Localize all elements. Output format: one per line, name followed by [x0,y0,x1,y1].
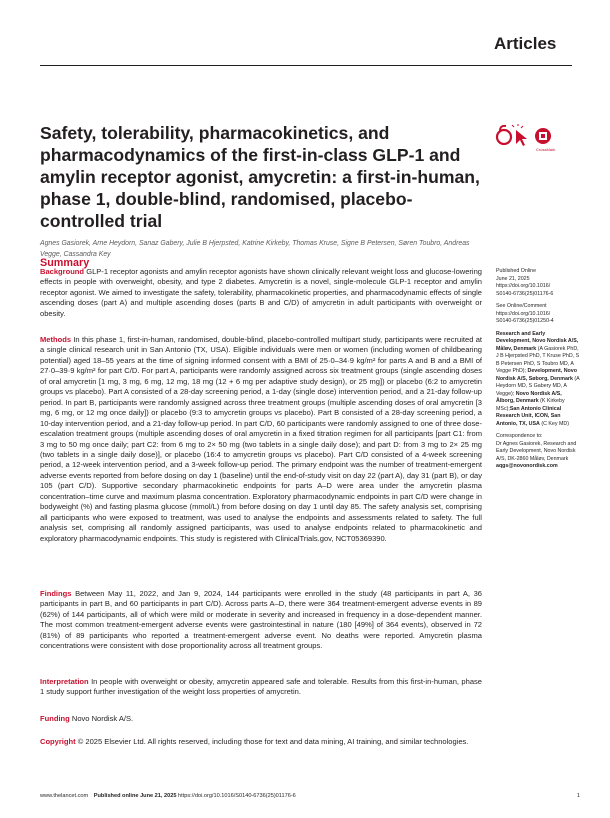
crossmark-label: CrossMark [536,147,556,152]
header-rule [40,65,572,66]
published-label: Published Online [496,268,537,274]
article-title: Safety, tolerability, pharmacokinetics, and pharmacodynamics of the first-in-class GLP-1 and amylin receptor agonist, amycretin: a first-in-human, phase 1, double-blind, randomised, placebo-controlled trial [40,123,480,231]
published-date: June 21, 2025 [496,275,530,282]
background-text: GLP-1 receptor agonists and amylin receptor agonists have shown clinically relevant weight loss and glucose-lowering effects in people with overweight, obesity, and type 2 diabetes. Amycretin is a novel, single-molecule GLP-1 receptor and amylin receptor agonist. We aimed to investigate the safety, tolerability, pharmacokinetic properties, and pharmacodynamic effects of single ascending doses (part A) and multiple ascending doses (parts B and C/D) of amycretin in adult participants with overweight or obesity. [40,267,482,318]
interpretation-label: Interpretation [40,677,89,686]
section-label: Articles [494,34,557,53]
methods-label: Methods [40,335,72,344]
see-online-label: See Online/Comment [496,303,547,309]
comment-doi-link-cont[interactable]: S0140-6736(25)01250-4 [496,318,554,324]
copyright-paragraph [40,737,482,747]
correspondence-text: Dr Agnes Gasiorek, Research and Early Development, Novo Nordisk A/S, DK-2860 Måløv, Denmark [496,440,577,462]
copyright-label: Copyright [40,737,76,746]
background-paragraph [40,267,482,319]
interpretation-text: In people with overweight or obesity, amycretin appeared safe and tolerable. Results from this first-in-human, phase 1 study support further investigation of the weight loss properties of amycretin. [40,677,482,697]
funding-label: Funding [40,714,70,723]
footer-doi[interactable]: https://doi.org/10.1016/S0140-6736(25)01176-6 [178,793,296,799]
funding-text: Novo Nordisk A/S. [69,714,134,723]
findings-text: Between May 11, 2022, and Jan 9, 2024, 144 participants were enrolled in the study (48 participants in part A, 36 participants in part B, and 60 participants in part C/D). Across parts A–D, there were 364 treatment-emergent adverse events in 89 (62%) of 144 participants, all of which were mild or moderate in severity and increased in frequency in a dose-dependent manner. The most common treatment-emergent adverse events were gastrointestinal in nature (180 [49%] of 364 events), observed in 72 (81%) of 89 participants who reported a treatment-emergent adverse event. No deaths were reported. Amycretin plasma concentrations were consistent with dose proportionality across all treatment groups. [40,589,482,651]
findings-label: Findings [40,589,72,598]
methods-text: In this phase 1, first-in-human, randomised, double-blind, placebo-controlled multipart study, participants were recruited at a single clinical research unit in San Antonio (TX, USA). Eligible individuals were men or women (including women of childbearing potential) aged 18–55 years at the time of signing informed consent with a BMI of 25·0–34·9 kg/m² for parts A and B and a BMI of 27·0–39·9 kg/m² for part C/D. For part A, participants were randomly assigned across six treatment groups (single ascending doses of oral amycretin [1 mg, 3 mg, 6 mg, 12 mg, 18 mg (12 + 6 mg per adaptive study design), or 25 mg]) or placebo (6:2 to amycretin groups vs placebo). Part A consisted of a 28-day screening period, a 1-day (single dose) intervention period, and a 21-day follow-up period. In part B, participants were randomly assigned across three treatment groups (multiple ascending doses of oral amycretin [3 mg, 6 mg, or 12 mg once daily]) or placebo (9:3 to amycretin groups vs placebo). Part B consisted of a 28-day screening period, a 10-day intervention period, and a 21-day follow-up period. In part C/D, 60 participants were randomly assigned to one of three dose-escalation treatment groups (multiple ascending doses of oral amycretin in a fixed titration regimen for all participants [part C1: from 3 mg to 50 mg once daily; part C2: from 6 mg to 2× 50 mg (two tablets in a single daily dose); and part D: from 3 mg to 2× 25 mg (two tablets in a single daily dose)], or placebo (16:4 to amycretin groups vs placebo). Part C/D consisted of a 4-week screening period, a 12-week intervention period, and a 3-week follow-up period. The primary endpoint was the number of treatment-emergent adverse events reported from before dosing on day 1 (baseline) until the end-of-study visit on day 22 (part A), day 31 (part B), or day 105 (part C/D). Supportive secondary pharmacokinetic endpoints for parts A–D were area under the amycretin plasma concentration–time curve and maximum plasma concentration. Exploratory pharmacodynamic endpoints in part C/D were change in bodyweight (%) and fasting plasma glucose (mmol/L) from before dosing on day 1 until day 85. The safety analysis set, comprising all participants who were exposed to treatment, was used to analyse the endpoints and assessments related to safety. The full analysis set, comprising all randomly assigned participants, was used to analyse endpoints related to pharmacokinetic and exploratory pharmacodynamic endpoints. This study is registered with ClinicalTrials.gov, NCT05369390. [40,335,482,543]
correspondence-email[interactable]: aqgs@novonordisk.com [496,463,558,469]
author-list: Agnes Gasiorek, Arne Heydorn, Sanaz Gabery, Julie B Hjerpsted, Katrine Kirkeby, Thomas Kruse, Signe B Petersen, Søren Toubro, Andreas Vegge, Cassandra Key [40,240,470,258]
comment-doi-link[interactable]: https://doi.org/10.1016/ [496,310,551,317]
doi-link[interactable]: https://doi.org/10.1016/ [496,283,551,289]
footer-published: Published online June 21, 2025 [93,793,177,799]
footer-site[interactable]: www.thelancet.com [40,793,89,799]
cursor-icon[interactable] [512,124,527,146]
copyright-text: © 2025 Elsevier Ltd. All rights reserved, including those for text and data mining, AI training, and similar technologies. [75,737,469,746]
methods-paragraph [40,335,482,544]
background-label: Background [40,267,85,276]
findings-paragraph [40,589,482,652]
summary-heading: Summary [40,257,90,269]
open-access-icon[interactable] [497,126,511,144]
interpretation-paragraph [40,677,482,698]
sidebar-publication-info [496,268,580,471]
funding-paragraph [40,714,482,724]
page-footer [40,793,580,799]
crossmark-icon[interactable] [535,128,551,144]
page-number: 1 [576,793,580,799]
article-badges [495,124,575,152]
correspondence-label: Correspondence to: [496,433,543,439]
affiliations: Research and Early Development, Novo Nordisk A/S, Måløv, Denmark (A Gasiorek PhD, J B Hjerpsted PhD, T Kruse PhD, S B Petersen PhD, S Toubro MD, A Vegge PhD); Development, Novo Nordisk A/S, Søborg, Denmark (A Heydorn MD, S Gabery MD, A Vegge); Novo Nordisk A/S, Ålborg, Denmark (K Kirkeby MSc);San Antonio Clinical Research Unit, ICON, San Antonio, TX, USA (C Key MD) [496,330,580,427]
doi-link-cont[interactable]: S0140-6736(25)01176-6 [496,290,554,297]
